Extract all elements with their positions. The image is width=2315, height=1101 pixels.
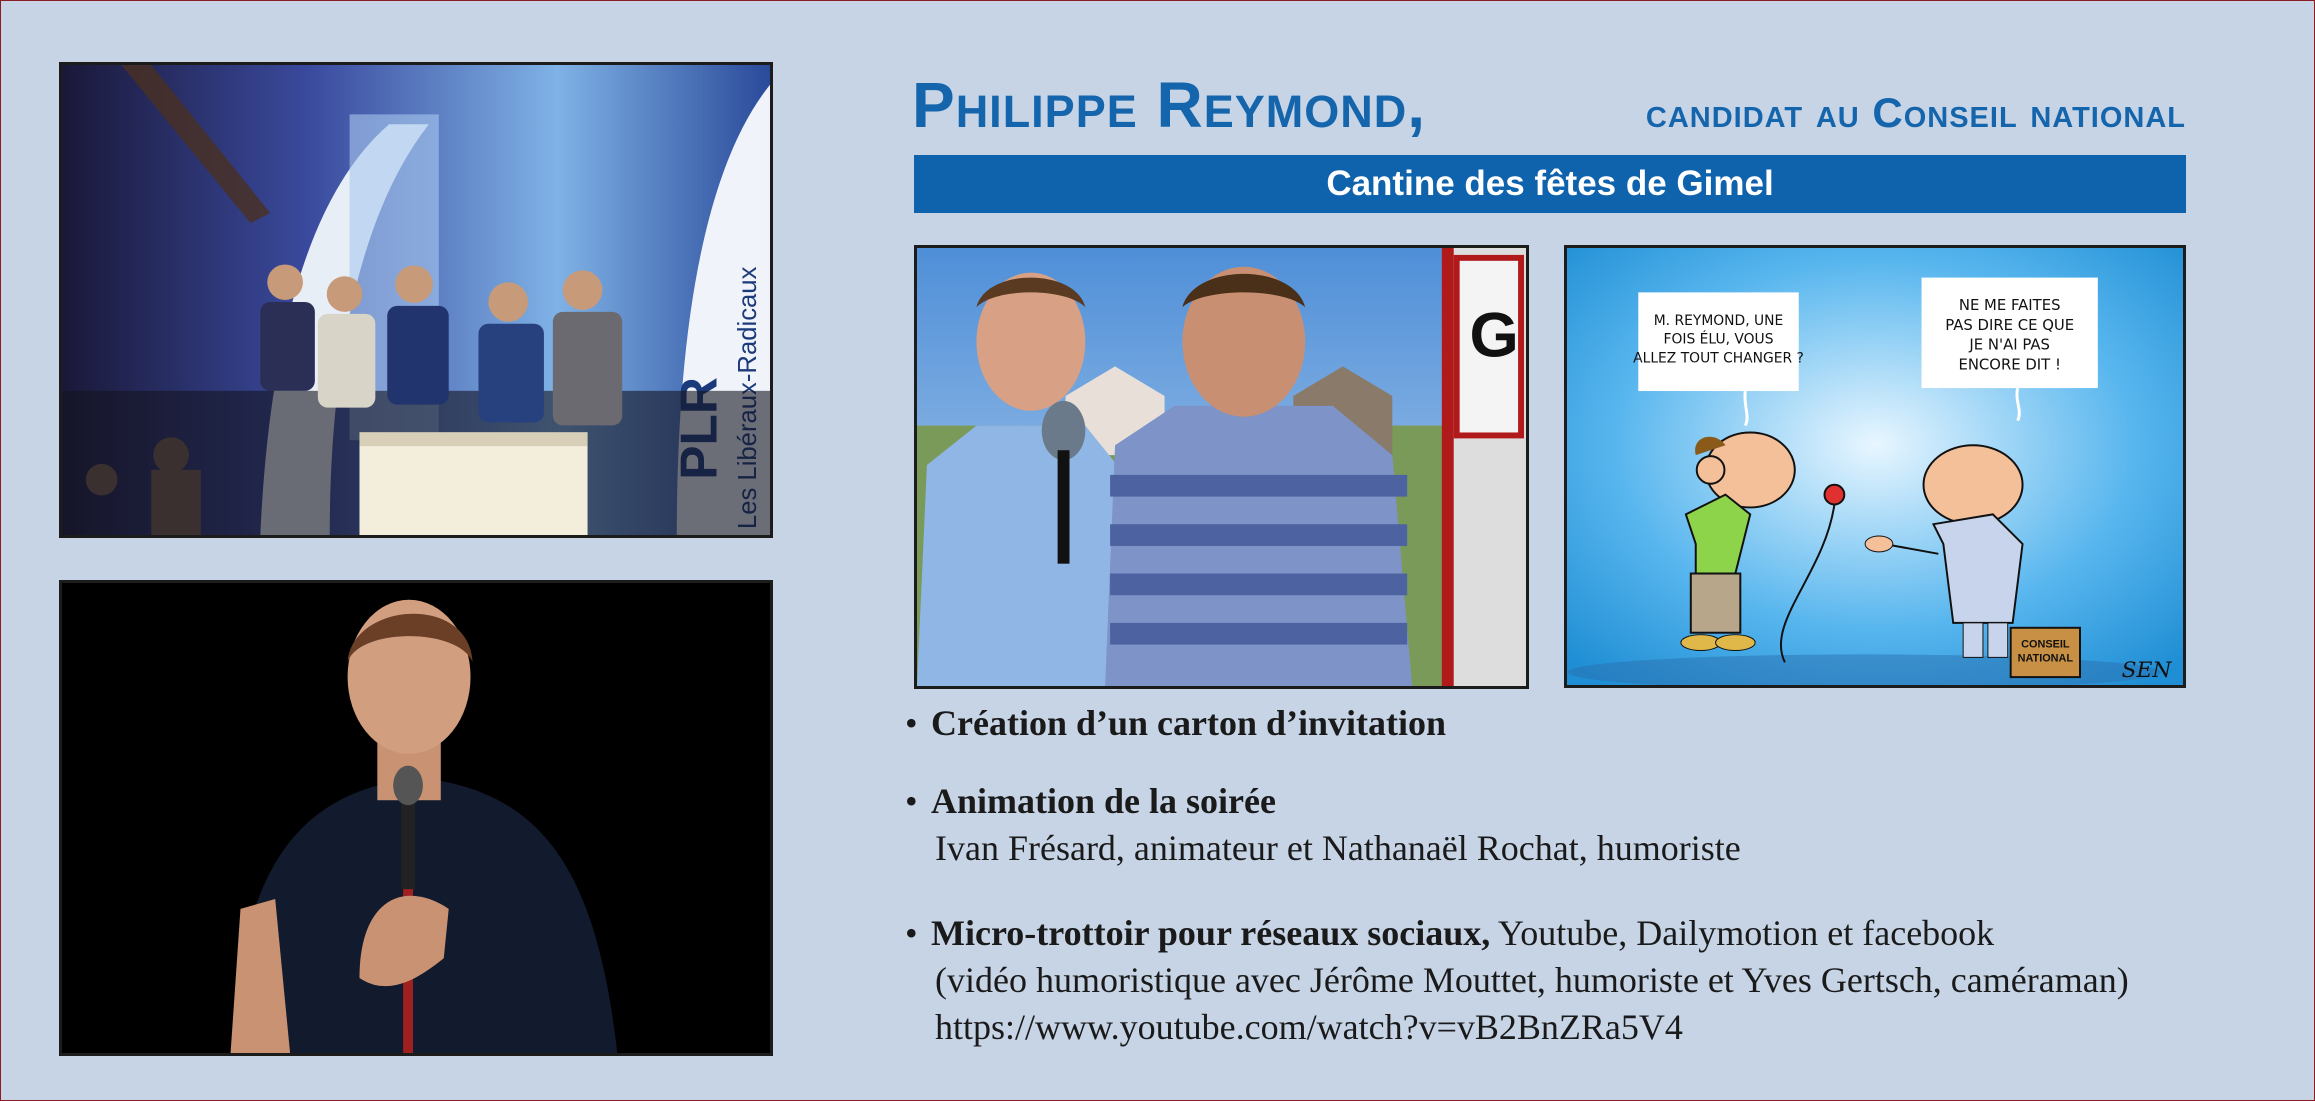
page-title xyxy=(912,68,2186,148)
event-banner: Cantine des fêtes de Gimel xyxy=(914,155,2186,213)
bullet-2-title: Animation de la soirée xyxy=(931,781,1276,821)
bullet-dot: • xyxy=(905,703,918,743)
bullet-1-title: Création d’un carton d’invitation xyxy=(931,703,1447,743)
bubble-left-line-2: FOIS ÉLU, VOUS xyxy=(1663,331,1774,348)
briefcase-label-2: NATIONAL xyxy=(2017,652,2074,665)
bubble-right-line-4: ENCORE DIT ! xyxy=(1958,356,2061,374)
list-item xyxy=(905,910,2129,1051)
cartoon-illustration xyxy=(1564,245,2186,688)
bubble-left-line-1: M. REYMOND, UNE xyxy=(1653,312,1784,329)
bullet-dot: • xyxy=(905,781,918,821)
video-link[interactable]: https://www.youtube.com/watch?v=vB2BnZRa5V4 xyxy=(935,1007,1683,1047)
candidate-name: Philippe Reymond, xyxy=(912,69,1427,141)
bullet-3-title: Micro-trottoir pour réseaux sociaux, xyxy=(931,913,1491,953)
list-item xyxy=(905,778,1741,872)
bubble-right-line-3: JE N'AI PAS xyxy=(1969,336,2050,354)
bullet-3-detail: (vidéo humoristique avec Jérôme Mouttet, humoriste et Yves Gertsch, caméraman) xyxy=(935,960,2129,1000)
bubble-left-line-3: ALLEZ TOUT CHANGER ? xyxy=(1633,350,1804,367)
bullet-2-detail: Ivan Frésard, animateur et Nathanaël Rochat, humoriste xyxy=(935,828,1741,868)
list-item xyxy=(905,700,1446,747)
bubble-right-line-2: PAS DIRE CE QUE xyxy=(1945,316,2075,334)
interview-photo xyxy=(914,245,1529,689)
bullet-3-platforms: Youtube, Dailymotion et facebook xyxy=(1490,913,1995,953)
town-sign-letter: G xyxy=(1469,300,1519,371)
bubble-right-line-1: NE ME FAITES xyxy=(1958,297,2061,315)
artist-signature: SEN xyxy=(2121,658,2172,684)
bullet-dot: • xyxy=(905,913,918,953)
comedian-photo xyxy=(59,580,773,1056)
briefcase-label-1: CONSEIL xyxy=(2021,638,2070,651)
stage-panel-photo xyxy=(59,62,773,538)
candidate-role: candidat au Conseil national xyxy=(1645,89,2186,136)
